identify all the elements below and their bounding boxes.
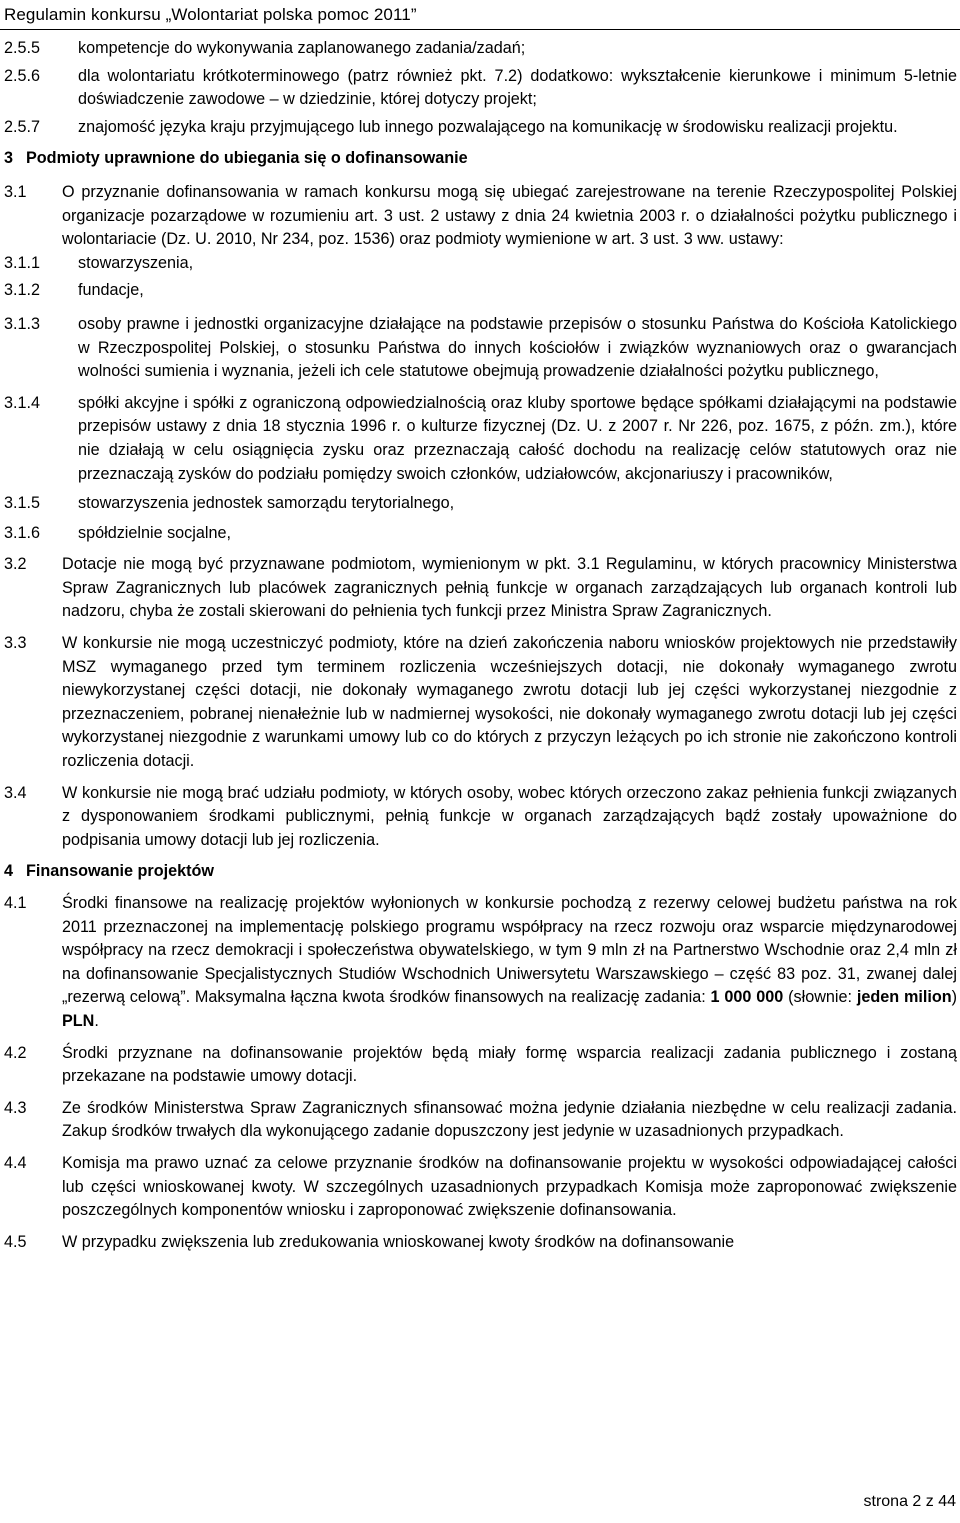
- item-number: 4.4: [4, 1153, 27, 1172]
- item-text: Komisja ma prawo uznać za celowe przyznanie środków na dofinansowanie projektu w wysokości odpowiadającej całości lub części wnioskowanej kwoty. W szczególnych uzasadnionych przypadkach Komisja może zaproponować zwiększenie poszczególnych komponentów wniosku i zaproponować zwiększenie dofinansowania.: [62, 1153, 957, 1220]
- item-number: 3.3: [4, 634, 27, 653]
- item-text-part: (słownie:: [783, 988, 857, 1007]
- list-item: [4, 892, 957, 1034]
- list-item: [4, 1097, 957, 1144]
- list-item: [4, 632, 957, 774]
- section-number: 3: [4, 149, 14, 168]
- item-text: W konkursie nie mogą uczestniczyć podmioty, które na dzień zakończenia naboru wniosków projektowych nie przedstawiły MSZ wymaganego przed tym terminem rozliczenia wcześniejszych dotacji, nie dokonały wymaganego zwrotu niewykorzystanej części dotacji, nie dokonały wymaganego zwrotu dotacji lub jej części wykorzystanej niezgodnie z przeznaczeniem, pobranej nienałeżnie lub w nadmiernej wysokości, nie dokonały wymaganego zwrotu dotacji lub jej części wykorzystanej niezgodnie z warunkami umowy lub co do których z przyczyn leżących po ich stronie nie zakończono kontroli rozliczenia dotacji.: [62, 634, 957, 771]
- item-text: kompetencje do wykonywania zaplanowanego zadania/zadań;: [78, 39, 526, 57]
- item-text-part: ): [951, 988, 958, 1007]
- list-item: [4, 65, 957, 112]
- list-item: [4, 392, 957, 486]
- section-heading: [4, 860, 957, 884]
- item-number: 3.1.6: [4, 523, 41, 542]
- item-text: Dotacje nie mogą być przyznawane podmiotom, wymienionym w pkt. 3.1 Regulaminu, w których pracownicy Ministerstwa Spraw Zagranicznych lub placówek zagranicznych pełnią funkcje w organach zarządzających lub organach kontroli lub nadzoru, chyba że zostali skierowani do pełnienia tych funkcji przez Ministra Spraw Zagranicznych.: [62, 555, 957, 621]
- item-text: Ze środków Ministerstwa Spraw Zagranicznych sfinansować można jedynie działania niezbędne w celu realizacji zadania. Zakup środków trwałych dla wykonującego zadanie dopuszczony jest jedynie w uzasadnionych przypadkach.: [62, 1098, 957, 1141]
- list-item: [4, 522, 957, 546]
- item-text: spółki akcyjne i spółki z ograniczoną odpowiedzialnością oraz kluby sportowe będące spółkami działającymi na podstawie przepisów ustawy z dnia 18 stycznia 1996 r. o kulturze fizycznej (Dz. U. z 2007 r. Nr 226, poz. 1675, z późn. zm.), które nie działają w celu osiągnięcia zysku oraz przeznaczają całość dochodu na realizację celów statutowych oraz nie przeznaczają zysków do podziału pomiędzy swoich członków, udziałowców, akcjonariuszy i pracowników,: [78, 393, 957, 483]
- item-number: 3.2: [4, 555, 27, 574]
- item-text: znajomość języka kraju przyjmującego lub innego pozwalającego na komunikację w środowisku realizacji projektu.: [78, 117, 898, 136]
- currency: PLN: [62, 1011, 95, 1030]
- item-number: 3.1.5: [4, 494, 41, 513]
- item-text: fundacje,: [78, 281, 144, 300]
- section-number: 4: [4, 862, 14, 881]
- list-item: [4, 252, 957, 276]
- document-title: Regulamin konkursu „Wolontariat polska pomoc 2011”: [4, 5, 417, 24]
- item-number: 3.1: [4, 182, 27, 201]
- list-item: [4, 1152, 957, 1223]
- list-item: [4, 279, 957, 303]
- item-number: 4.2: [4, 1043, 27, 1062]
- item-number: 3.1.2: [4, 281, 41, 300]
- item-number: 3.1.1: [4, 253, 41, 272]
- item-text: stowarzyszenia jednostek samorządu terytorialnego,: [78, 494, 455, 513]
- item-number: 4.1: [4, 894, 27, 912]
- item-text: Środki przyznane na dofinansowanie projektów będą miały formę wsparcia realizacji zadania publicznego i zostaną przekazane na podstawie umowy dotacji.: [62, 1043, 957, 1086]
- amount-words: jeden milion: [856, 988, 952, 1007]
- item-text: W konkursie nie mogą brać udziału podmioty, w których osoby, wobec których orzeczono zakaz pełnienia funkcji związanych z dysponowaniem środkami publicznymi, pełnią funkcje w organach zarządzających bądź zostały upoważnione do podpisania umowy dotacji lub jej rozliczenia.: [62, 783, 957, 849]
- item-text: W przypadku zwiększenia lub zredukowania wnioskowanej kwoty środków na dofinansowanie: [62, 1232, 735, 1251]
- running-header: [0, 0, 960, 30]
- item-text: [62, 892, 957, 1034]
- item-text-part: .: [94, 1011, 99, 1030]
- list-item: [4, 313, 957, 384]
- list-item: [4, 181, 957, 252]
- item-text: O przyznanie dofinansowania w ramach konkursu mogą się ubiegać zarejestrowane na terenie Rzeczypospolitej Polskiej organizacje pozarządowe w rozumieniu art. 3 ust. 2 ustawy z dnia 24 kwietnia 2003 r. o działalności pożytku publicznego i wolontariacie (Dz. U. 2010, Nr 234, poz. 1536) oraz podmioty wymienione w art. 3 ust. 3 ww. ustawy:: [62, 182, 957, 249]
- item-number: 3.1.3: [4, 314, 41, 333]
- item-number: 3.4: [4, 783, 27, 802]
- section-title: Podmioty uprawnione do ubiegania się o dofinansowanie: [26, 149, 468, 168]
- item-number: 4.5: [4, 1232, 27, 1251]
- item-number: 2.5.5: [4, 39, 41, 57]
- list-item: [4, 37, 957, 61]
- item-text: dla wolontariatu krótkoterminowego (patrz również pkt. 7.2) dodatkowo: wykształcenie kierunkowe i minimum 5-letnie doświadczenie zawodowe – w dziedzinie, której dotyczy projekt;: [78, 66, 957, 109]
- list-item: [4, 1231, 957, 1255]
- item-text: stowarzyszenia,: [78, 253, 194, 272]
- list-item: [4, 116, 957, 140]
- item-number: 2.5.6: [4, 66, 41, 85]
- list-item: [4, 1042, 957, 1089]
- document-body: [4, 37, 957, 1254]
- page-number: strona 2 z 44: [863, 1493, 956, 1510]
- item-text: osoby prawne i jednostki organizacyjne działające na podstawie przepisów o stosunku Państwa do Kościoła Katolickiego w Rzeczpospolitej Polskiej, o stosunku Państwa do innych kościołów i związków wyznaniowych oraz o gwarancjach wolności sumienia i wyznania, jeżeli ich cele statutowe obejmują prowadzenie działalności pożytku publicznego,: [78, 314, 957, 381]
- section-title: Finansowanie projektów: [26, 862, 214, 881]
- item-number: 4.3: [4, 1098, 27, 1117]
- item-number: 2.5.7: [4, 117, 41, 136]
- amount: 1 000 000: [710, 988, 784, 1007]
- item-text: spółdzielnie socjalne,: [78, 523, 231, 542]
- section-heading: [4, 147, 957, 171]
- list-item: [4, 782, 957, 853]
- list-item: [4, 492, 957, 516]
- item-text-part: Środki finansowe na realizację projektów wyłonionych w konkursie pochodzą z rezerwy celowej budżetu państwa na rok 2011 przeznaczonej na implementację polskiego programu współpracy na rzecz rozwoju oraz wsparcie międzynarodowej współpracy na rzecz demokracji i społeczeństwa obywatelskiego, w tym 9 mln zł na Partnerstwo Wschodnie oraz 2,4 mln zł na dofinansowanie Specjalistycznych Studiów Wschodnich Uniwersytetu Warszawskiego – część 83 poz. 31, zwanej dalej „rezerwą celową”. Maksymalna łączna kwota środków finansowych na realizację zadania:: [62, 894, 957, 1007]
- item-number: 3.1.4: [4, 393, 41, 412]
- list-item: [4, 553, 957, 624]
